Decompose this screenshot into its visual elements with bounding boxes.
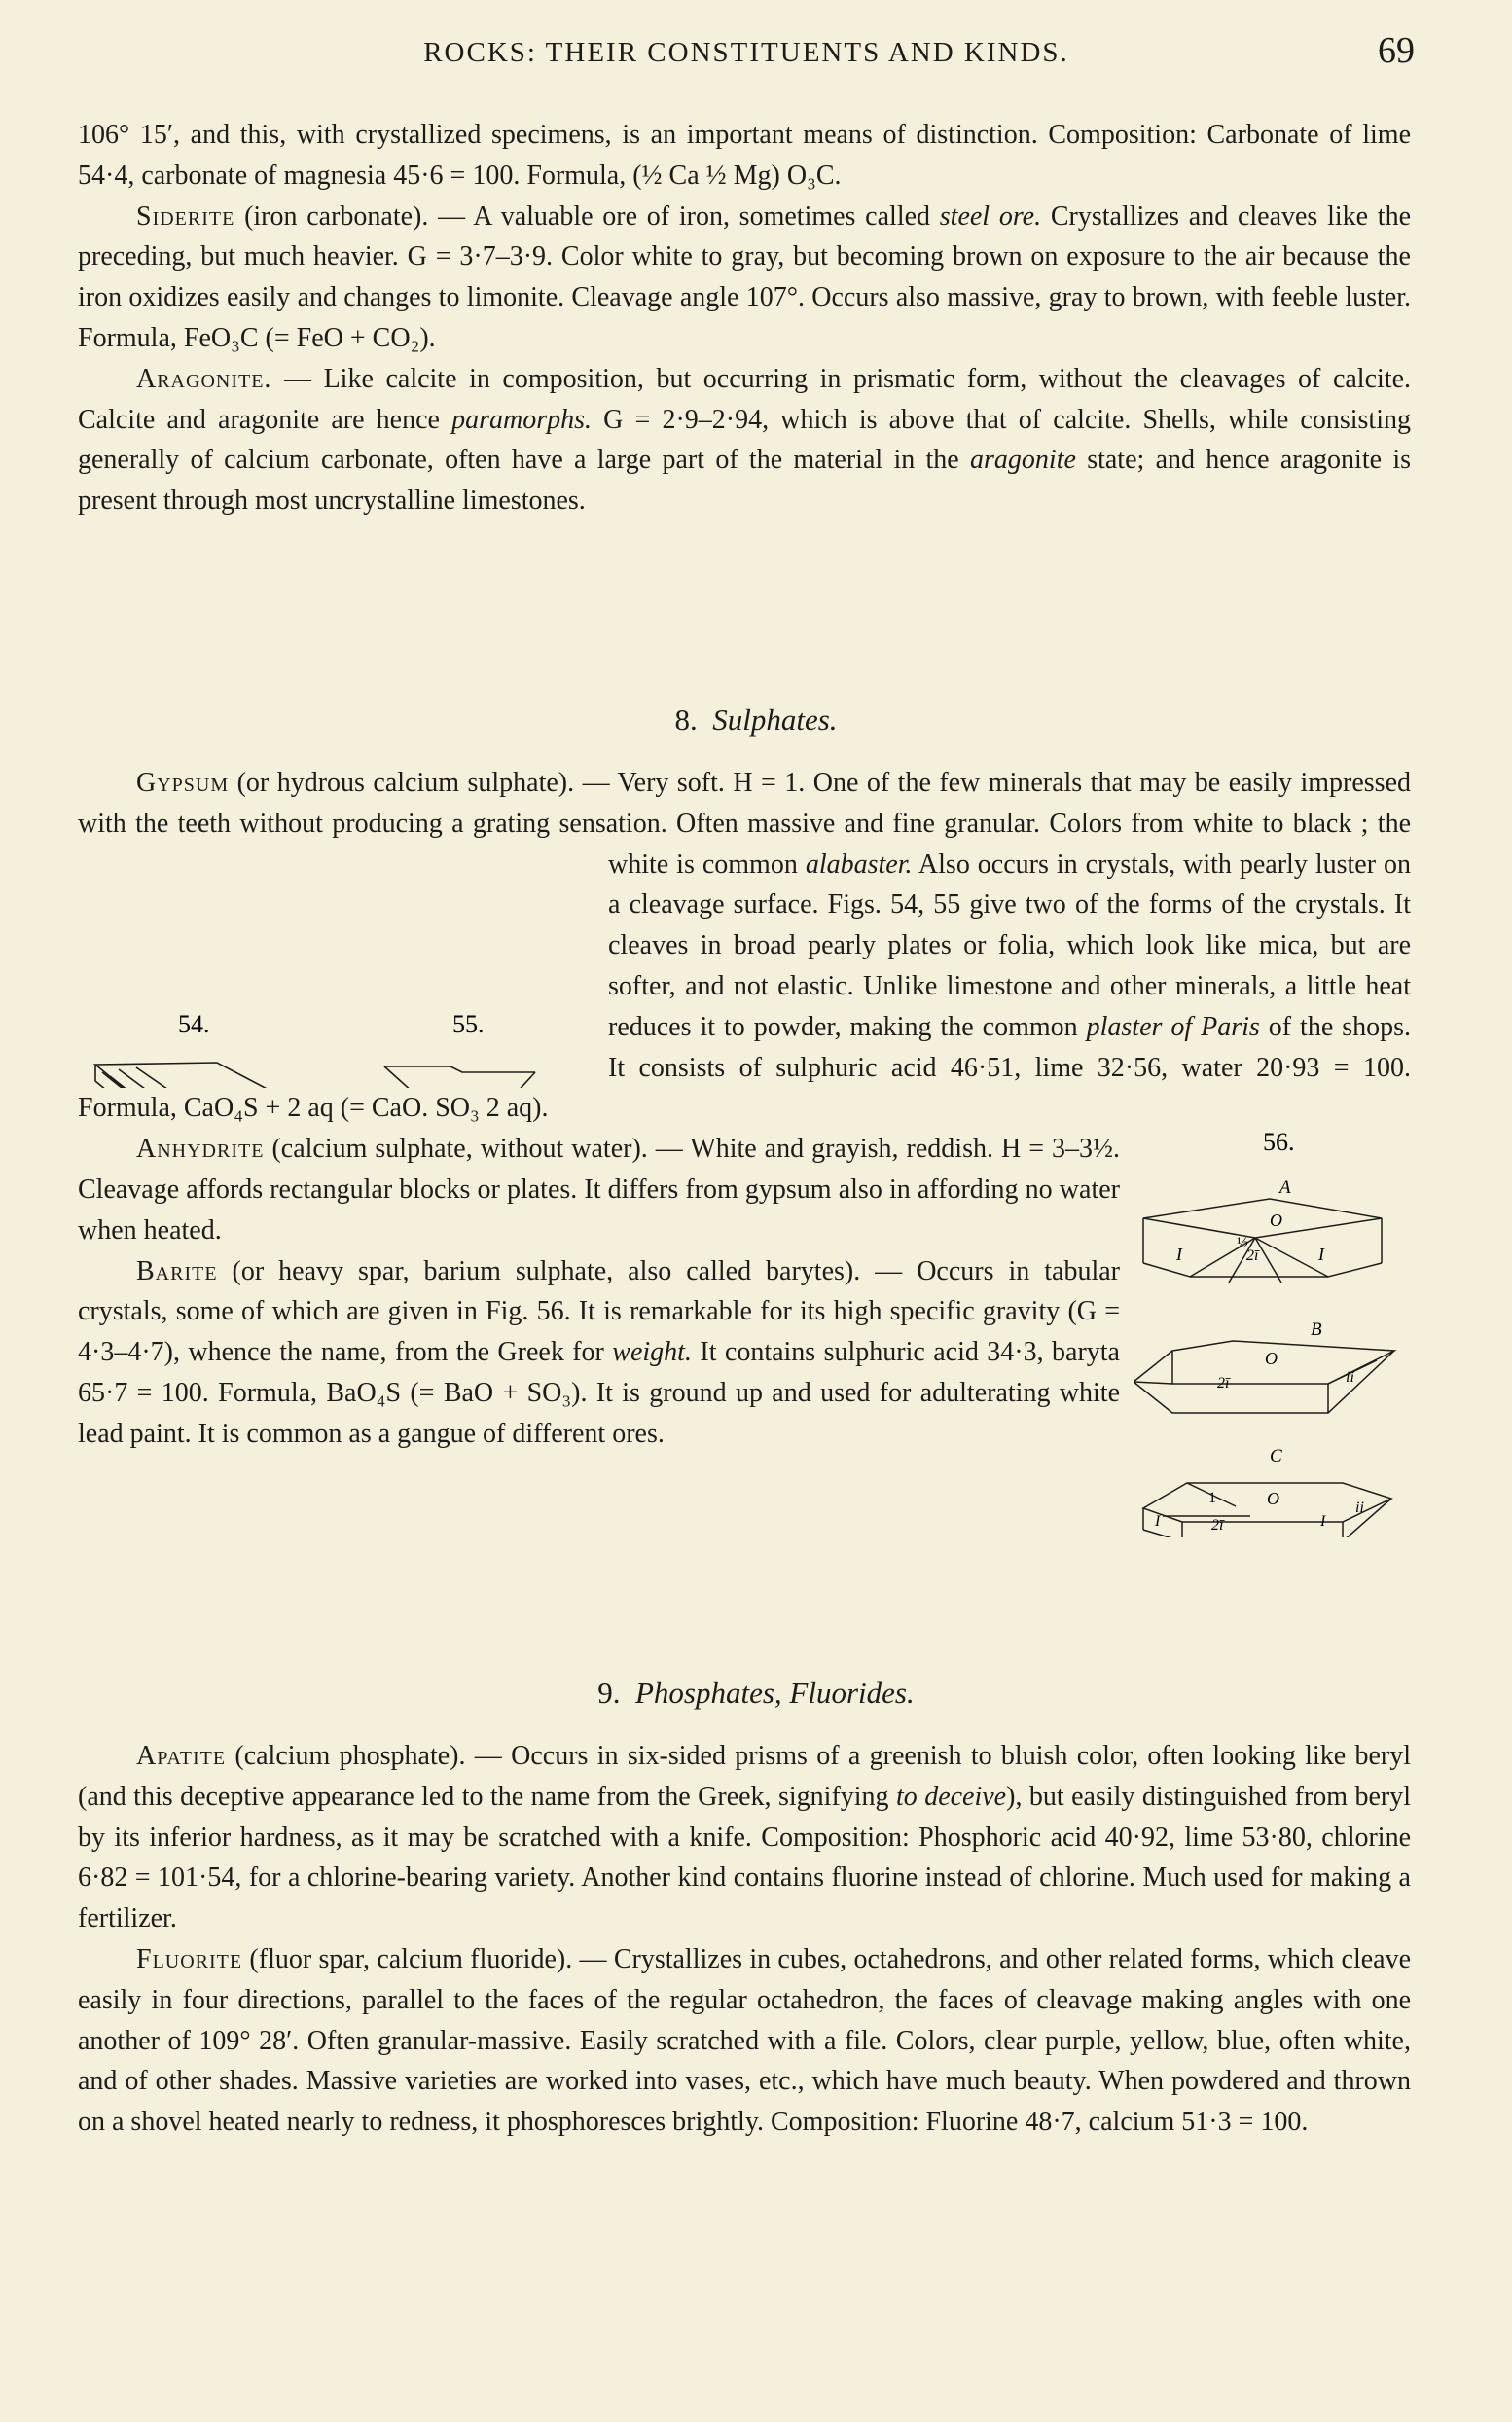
label-A: A — [1279, 1177, 1291, 1199]
term-anhydrite: Anhydrite — [136, 1134, 265, 1165]
label-C-2i: 2ī — [1211, 1517, 1224, 1535]
page-number: 69 — [1378, 30, 1415, 71]
label-C-I-right: I — [1320, 1513, 1326, 1531]
label-B-2i: 2ī — [1217, 1375, 1230, 1392]
term-apatite: Apatite — [136, 1741, 227, 1771]
apatite-emphasis: to deceive — [895, 1781, 1007, 1812]
paragraph-siderite — [78, 197, 1411, 359]
label-A-I-left: I — [1176, 1245, 1182, 1265]
label-B-ii: ii — [1346, 1369, 1354, 1387]
gypsum-text-a: (or hydrous calcium sulphate). — Very soft. H = 1. One of the few minerals that may be easily impressed with the teeth without producing a grating sensation. Often massive and fine granular. Colors from white to black ; the white is common — [78, 768, 1411, 880]
term-aragonite: Aragonite. — [136, 363, 272, 394]
figure-56 — [1134, 1129, 1411, 1537]
section-number: 9. — [597, 1676, 621, 1710]
label-C-O: O — [1267, 1489, 1279, 1509]
section-title: Sulphates. — [712, 703, 838, 737]
gypsum-emphasis-plaster: plaster of Paris — [1086, 1011, 1260, 1042]
figure-56-label: 56. — [1263, 1129, 1295, 1157]
label-B: B — [1311, 1319, 1322, 1341]
aragonite-emphasis-2: aragonite — [970, 445, 1076, 476]
figure-54-label: 54. — [178, 1009, 210, 1038]
label-A-half: ½ — [1237, 1235, 1248, 1252]
term-fluorite: Fluorite — [136, 1943, 243, 1974]
running-title: ROCKS: THEIR CONSTITUENTS AND KINDS. — [423, 37, 1069, 68]
gypsum-text-b: Also occurs in crystals, with pearly luster on a cleavage surface. Figs. 54, 55 give two of the forms of the crystals. It cleaves in broad pearly plates or folia, which look like mica, but are softer, and not elastic. Unlike limestone and other minerals, a little heat reduces it to powder, making the common — [608, 849, 1412, 1042]
label-C-I-left: I — [1155, 1513, 1161, 1531]
label-C-1: 1 — [1208, 1490, 1216, 1507]
section-heading-phosphates — [0, 1676, 1512, 1711]
barite-text-a: (or heavy spar, barium sulphate, also called barytes). — Occurs in tabular crystals, some of which are given in Fig. 56. It is remarkable for its high specific gravity (G = 4·3–4·7), whence the name, from the Greek for — [78, 1255, 1120, 1368]
label-A-I-right: I — [1318, 1245, 1324, 1265]
crystal-A — [1143, 1199, 1382, 1283]
aragonite-text-a: — Like calcite in composition, but occurring in prismatic form, without the cleavages of calcite. Calcite and aragonite are hence — [78, 363, 1411, 435]
barite-crystal-figure — [1134, 1129, 1411, 1537]
term-siderite: Siderite — [136, 200, 235, 232]
siderite-text-a: (iron carbonate). — A valuable ore of iron, sometimes called — [234, 200, 940, 232]
fluorite-text: (fluor spar, calcium fluoride). — Crystallizes in cubes, octahedrons, and other related forms, which cleave easily in four directions, parallel to the faces of the regular octahedron, the faces of cleavage making angles with one another of 109° 28′. Often granular-massive. Easily scratched with a file. Colors, clear purple, yellow, blue, often white, and of other shades. Massive varieties are worked into vases, etc., which have much beauty. When powdered and thrown on a shovel heated nearly to redness, it phosphoresces brightly. Composition: Fluorine 48·7, calcium 51·3 = 100. — [78, 1943, 1411, 2138]
text-block-phosphates — [78, 1736, 1411, 2143]
aragonite-emphasis: paramorphs. — [451, 404, 593, 435]
barite-emphasis: weight. — [612, 1337, 692, 1368]
anhydrite-text: (calcium sulphate, without water). — White and grayish, reddish. H = 3–3½. Cleavage affords rectangular blocks or plates. It differs from gypsum also in affording no water when heated. — [78, 1134, 1120, 1246]
aragonite-text-c: state; and hence aragonite is present through most uncrystalline limestones. — [78, 445, 1411, 517]
gypsum-crystal-figures — [78, 845, 608, 1088]
text-block-carbonates — [78, 115, 1411, 522]
crystal-B — [1134, 1341, 1394, 1413]
text-block-sulphates — [78, 763, 1411, 1537]
label-A-O: O — [1270, 1211, 1282, 1231]
paragraph-fluorite — [78, 1939, 1411, 2143]
section-heading-sulphates — [0, 703, 1512, 738]
figures-54-55 — [78, 845, 608, 1088]
siderite-emphasis: steel ore. — [939, 200, 1042, 232]
barite-text-b: It contains sulphuric acid 34·3, baryta 65·7 = 100. Formula, BaO₄S (= BaO + SO₃). It is ground up and used for adulterating white lead paint. It is common as a gangue of different ores. — [78, 1337, 1120, 1449]
aragonite-text-b: G = 2·9–2·94, which is above that of calcite. Shells, while consisting generally of calcium carbonate, often have a large part of the material in the — [78, 404, 1411, 476]
section-title: Phosphates, Fluorides. — [635, 1676, 915, 1710]
paragraph-gypsum — [78, 763, 1411, 1129]
label-C: C — [1270, 1446, 1282, 1467]
apatite-text-b: ), but easily distinguished from beryl by its inferior hardness, as it may be scratched with a knife. Composition: Phosphoric acid 40·92, lime 53·80, chlorine 6·82 = 101·54, for a chlorine-bearing variety. Another kind contains fluorine instead of chlorine. Much used for making a fertilizer. — [78, 1781, 1411, 1934]
figure-55-label: 55. — [452, 1009, 485, 1038]
apatite-text-a: (calcium phosphate). — Occurs in six-sided prisms of a greenish to bluish color, often looking like beryl (and this deceptive appearance led to the name from the Greek, signifying — [78, 1741, 1411, 1812]
paragraph-dolomite-continued: 106° 15′, and this, with crystallized specimens, is an important means of distinction. Composition: Carbonate of lime 54·4, carbonate of magnesia 45·6 = 100. Formula, (½ Ca ½ Mg) O₃C. — [78, 120, 1411, 191]
siderite-text-b: Crystallizes and cleaves like the preceding, but much heavier. G = 3·7–3·9. Color white to gray, but becoming brown on exposure to the air because the iron oxidizes easily and changes to limonite. Cleavage angle 107°. Occurs also massive, gray to brown, with feeble luster. Formula, FeO₃C (= FeO + CO₂). — [78, 200, 1411, 353]
label-A-2i: 2ī — [1246, 1247, 1259, 1265]
figure-55-drawing — [384, 1066, 535, 1088]
paragraph-apatite — [78, 1736, 1411, 1939]
figure-54-drawing — [95, 1063, 311, 1088]
paragraph-aragonite — [78, 359, 1411, 522]
label-B-O: O — [1265, 1349, 1278, 1369]
label-C-ii: ii — [1355, 1500, 1364, 1517]
running-header — [78, 29, 1415, 78]
section-number: 8. — [674, 703, 698, 737]
term-gypsum: Gypsum — [136, 768, 230, 798]
gypsum-text-c: of the shops. It consists of sulphuric acid 46·51, lime 32·56, water 20·93 = 100. Formula, CaO₄S + 2 aq (= CaO. SO₃ 2 aq). — [78, 1011, 1412, 1124]
gypsum-emphasis-alabaster: alabaster. — [805, 849, 913, 880]
term-barite: Barite — [136, 1255, 218, 1286]
